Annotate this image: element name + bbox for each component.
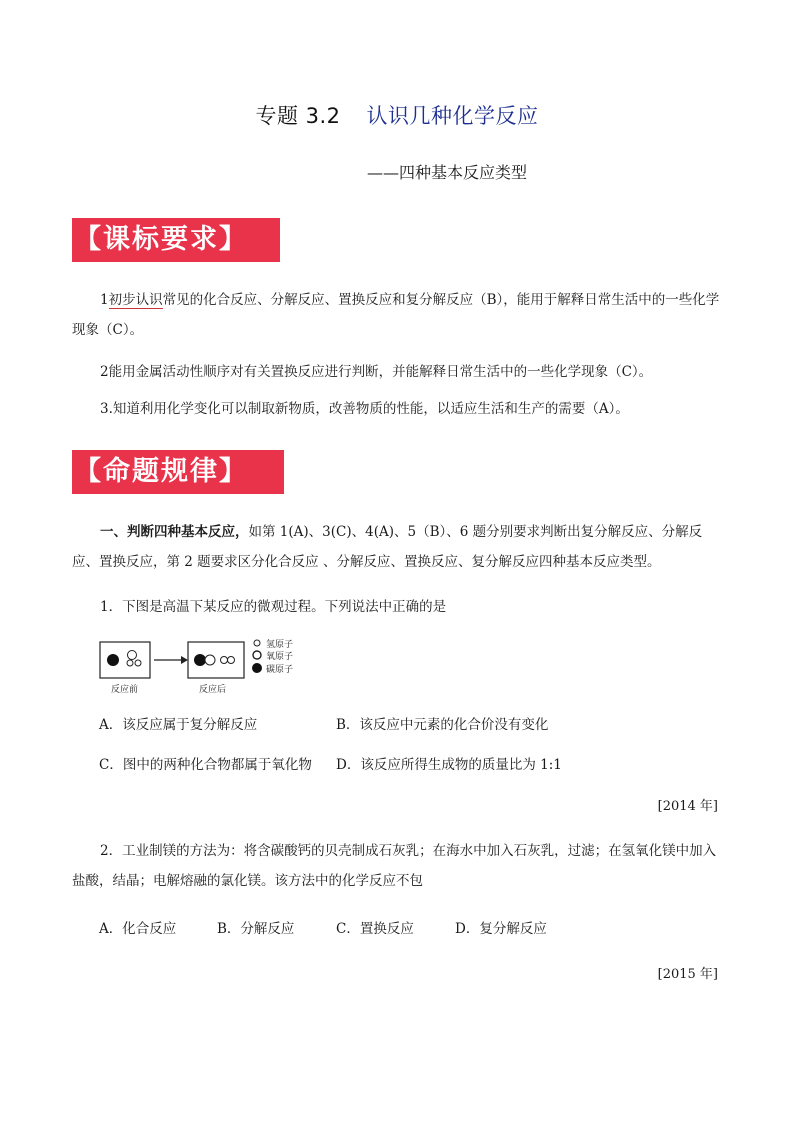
q2-option-d: D．复分解反应 (455, 921, 547, 937)
arrow-head-icon (181, 656, 188, 664)
page-subtitle: ——四种基本反应类型 (366, 163, 527, 182)
topic-title: 认识几种化学反应 (366, 104, 539, 128)
page-title (0, 100, 794, 130)
oxygen-atom (205, 655, 215, 665)
legend-oxygen-label: 氧原子 (266, 652, 294, 662)
q2-year: [2015 年] (657, 967, 718, 982)
item-prefix: 1 (100, 292, 109, 308)
before-label: 反应前 (111, 685, 139, 695)
legend-oxygen-icon (253, 651, 261, 659)
item-underlined: 初步认识 (108, 292, 163, 308)
q2-option-a: A．化合反应 (99, 921, 177, 937)
q1-option-a: A．该反应属于复分解反应 (99, 717, 258, 733)
legend-carbon-label: 碳原子 (266, 665, 294, 675)
q2-option-c: C．置换反应 (336, 921, 414, 937)
section-banner-patterns: 【命题规律】 (72, 450, 284, 494)
q2-stem: 2．工业制镁的方法为：将含碳酸钙的贝壳制成石灰乳；在海水中加入石灰乳，过滤；在氢氧化镁中加入盐酸，结晶；电解熔融的氯化镁。该方法中的化学反应不包 (72, 843, 717, 889)
legend-carbon-icon (252, 663, 262, 673)
patterns-intro (72, 517, 728, 577)
carbon-atom (107, 654, 119, 666)
intro-text: 如第 1(A)、3(C)、4(A)、5（B）、6 题分别要求判断出复分解反应、分解反应、置换反应，第 2 题要求区分化合反应 、分解反应、置换反应、复分解反应四种基本反应类型。 (72, 524, 703, 570)
curriculum-item-2: 2能用金属活动性顺序对有关置换反应进行判断，并能解释日常生活中的一些化学现象（C）。 (100, 364, 653, 380)
intro-bold: 一、判断四种基本反应， (100, 524, 249, 540)
topic-number: 专题 3.2 (255, 104, 341, 128)
hydrogen-atom (127, 660, 133, 666)
hydrogen-atom (221, 657, 228, 664)
q1-stem: 1．下图是高温下某反应的微观过程。下列说法中正确的是 (100, 599, 447, 615)
q2-option-b: B．分解反应 (217, 921, 295, 937)
carbon-atom (194, 654, 206, 666)
reaction-diagram (99, 636, 309, 696)
q1-option-d: D．该反应所得生成物的质量比为 1:1 (336, 757, 562, 773)
q1-year: [2014 年] (657, 799, 718, 814)
after-label: 反应后 (199, 685, 227, 695)
legend-hydrogen-icon (254, 640, 260, 646)
q1-option-b: B．该反应中元素的化合价没有变化 (336, 717, 549, 733)
curriculum-item-1 (72, 285, 728, 345)
curriculum-item-3: 3.知道利用化学变化可以制取新物质，改善物质的性能，以适应生活和生产的需要（A）。 (100, 401, 629, 417)
section-banner-curriculum: 【课标要求】 (72, 218, 280, 262)
item-text: 常见的化合反应、分解反应、置换反应和复分解反应（B），能用于解释日常生活中的一些化学现象（C）。 (72, 292, 720, 338)
legend-hydrogen-label: 氢原子 (266, 640, 294, 650)
hydrogen-atom (228, 657, 235, 664)
oxygen-atom (128, 651, 137, 660)
hydrogen-atom (135, 660, 141, 666)
q1-option-c: C．图中的两种化合物都属于氧化物 (99, 757, 312, 773)
